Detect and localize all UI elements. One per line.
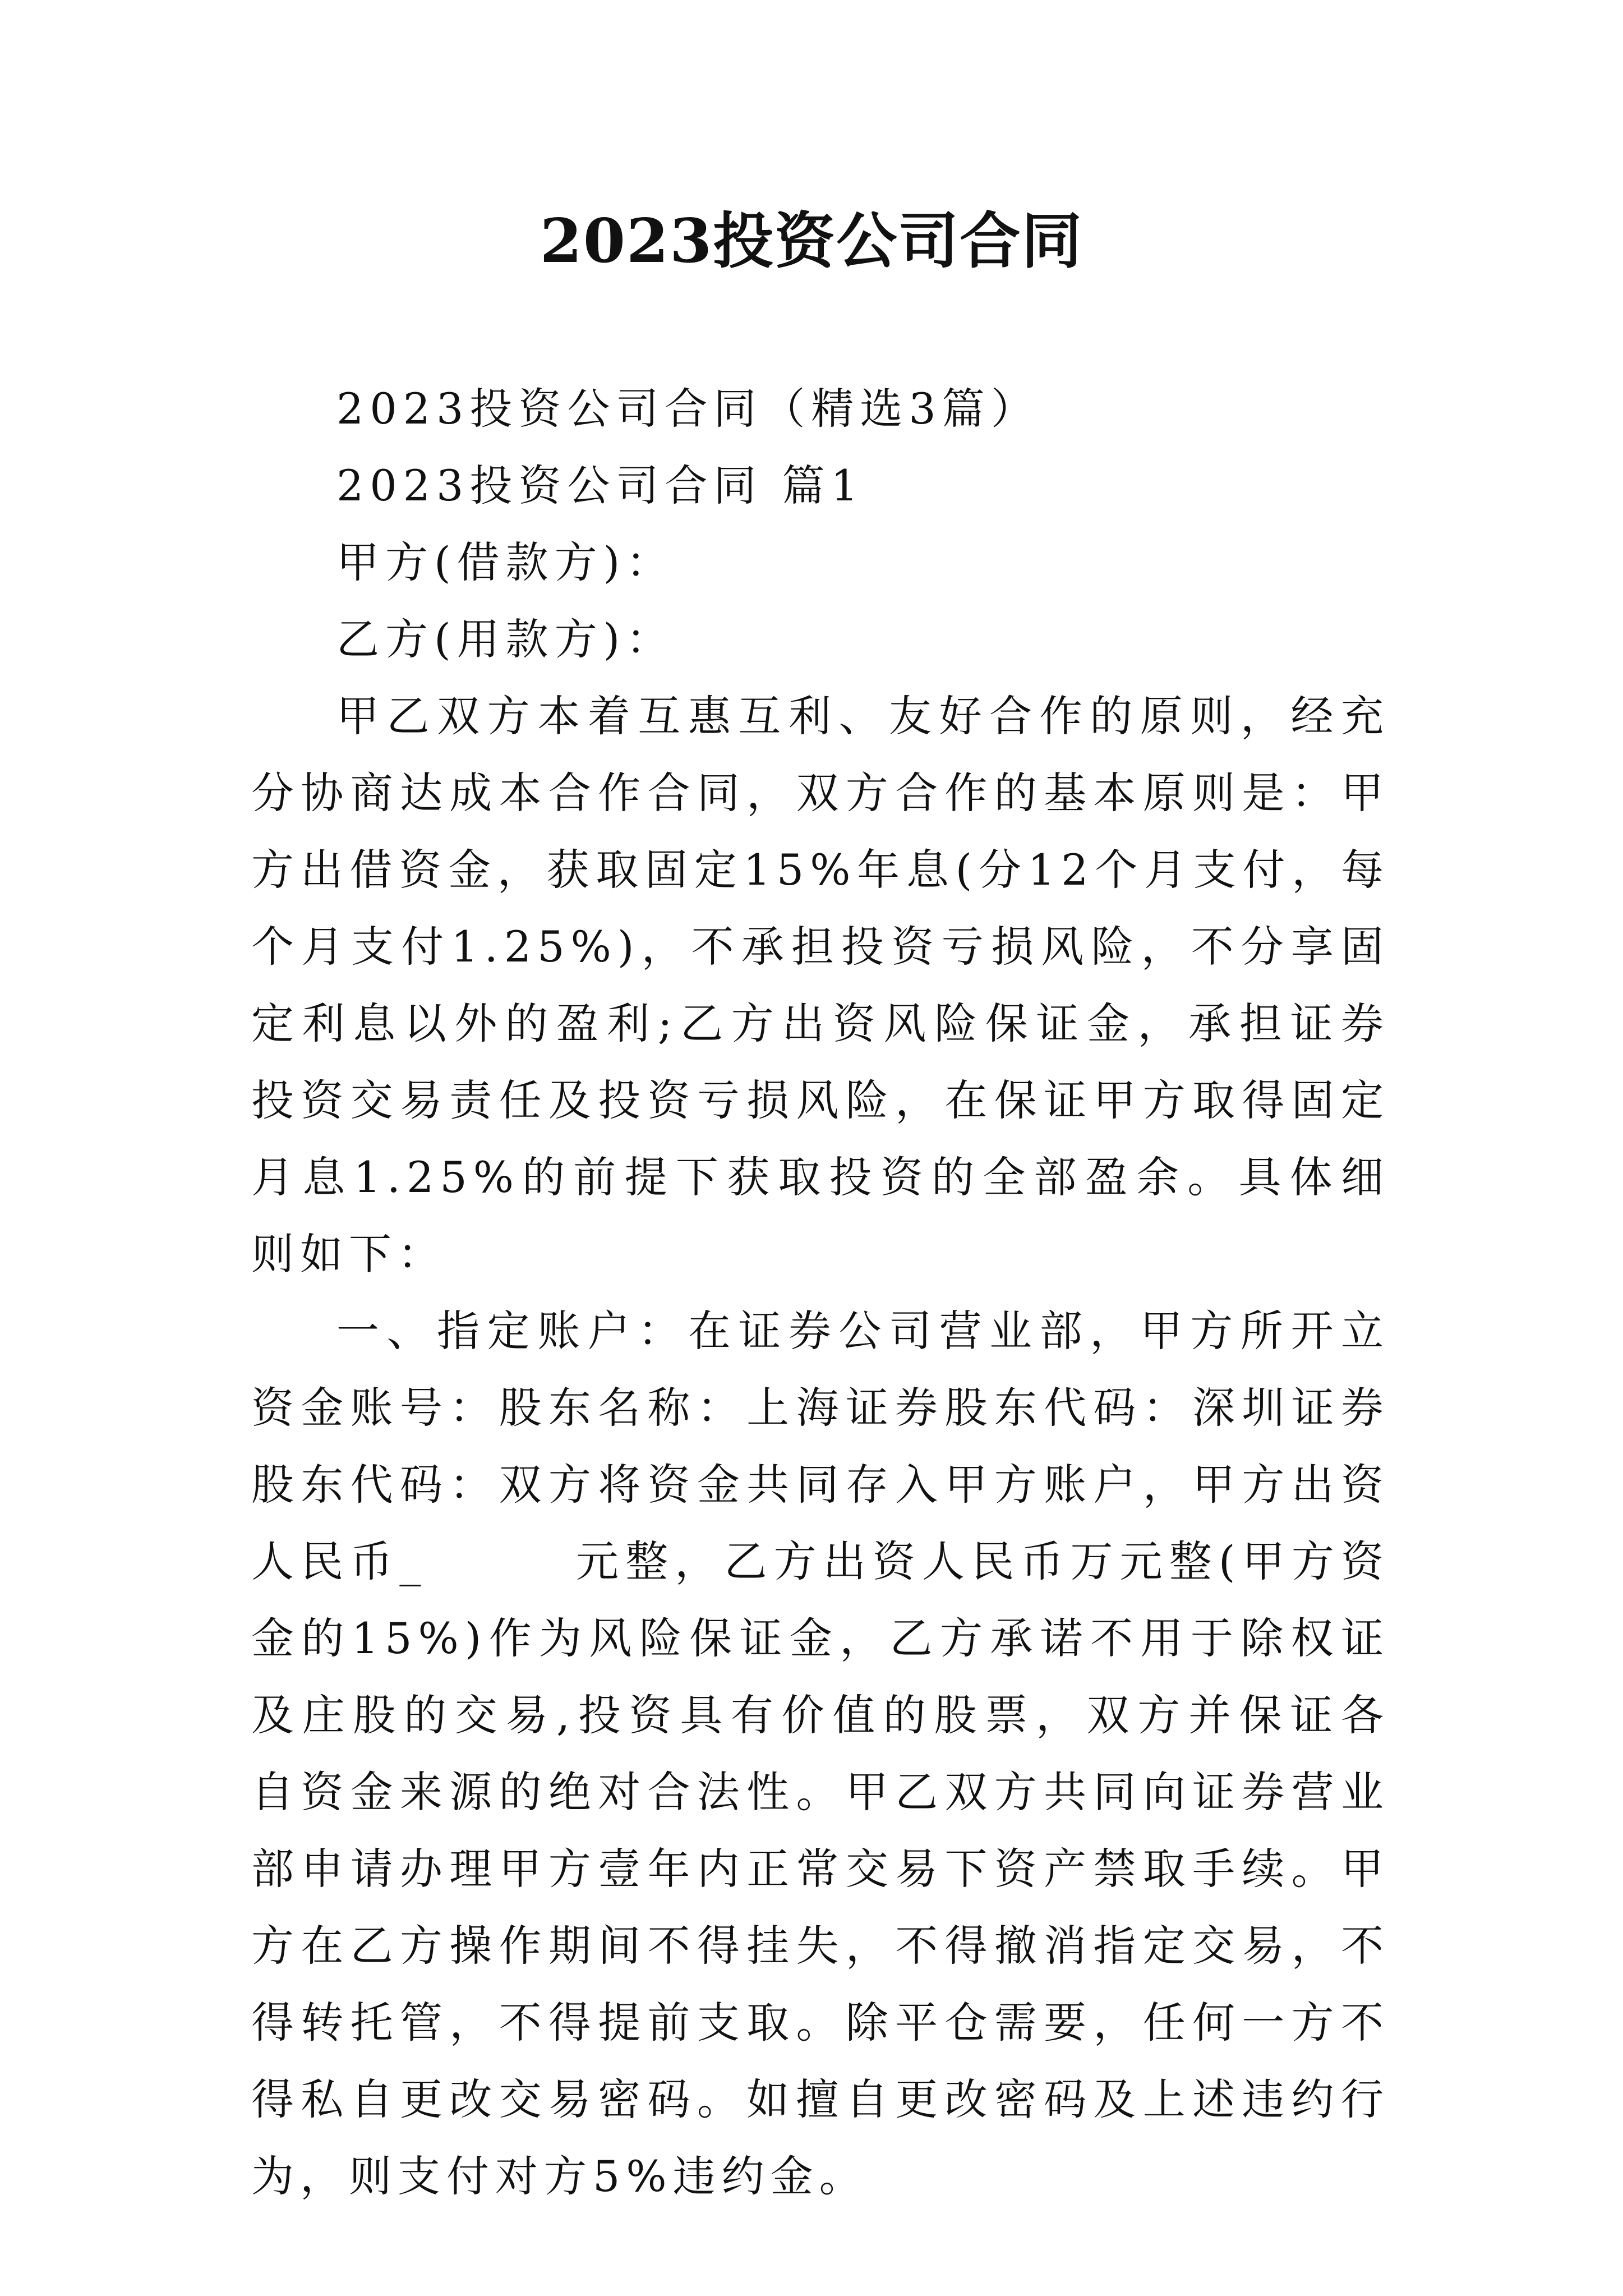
document-body — [251, 370, 1390, 2215]
party-b-line: 乙方(用款方)： — [336, 614, 675, 664]
principles-paragraph: 甲乙双方本着互惠互利、友好合作的原则，经充分协商达成本合作合同，双方合作的基本原则是：甲方出借资金，获取固定15%年息(分12个月支付，每个月支付1.25%)，不承担投资亏损风险，不分享固定利息以外的盈利;乙方出资风险保证金，承担证券投资交易责任及投资亏损风险，在保证甲方取得固定月息1.25%的前提下获取投资的全部盈余。具体细则如下： — [251, 691, 1390, 1279]
document-title: 2023投资公司合同 — [540, 206, 1083, 277]
account-clause-paragraph: 一、指定账户：在证券公司营业部，甲方所开立资金账号：股东名称：上海证券股东代码：深圳证券股东代码：双方将资金共同存入甲方账户，甲方出资人民币_ 元整，乙方出资人民币万元整(甲方资金的15%)作为风险保证金，乙方承诺不用于除权证及庄股的交易,投资具有价值的股票，双方并保证各自资金来源的绝对合法性。甲乙双方共同向证券营业部申请办理甲方壹年内正常交易下资产禁取手续。甲方在乙方操作期间不得挂失，不得撤消指定交易，不得转托管，不得提前支取。除平仓需要，任何一方不得私自更改交易密码。如擅自更改密码及上述违约行为，则支付对方5%违约金。 — [251, 1306, 1390, 2201]
party-a-line: 甲方(借款方)： — [336, 537, 675, 587]
subtitle-paragraph: 2023投资公司合同（精选3篇） — [336, 384, 1040, 434]
section-heading: 2023投资公司合同 篇1 — [336, 461, 864, 510]
